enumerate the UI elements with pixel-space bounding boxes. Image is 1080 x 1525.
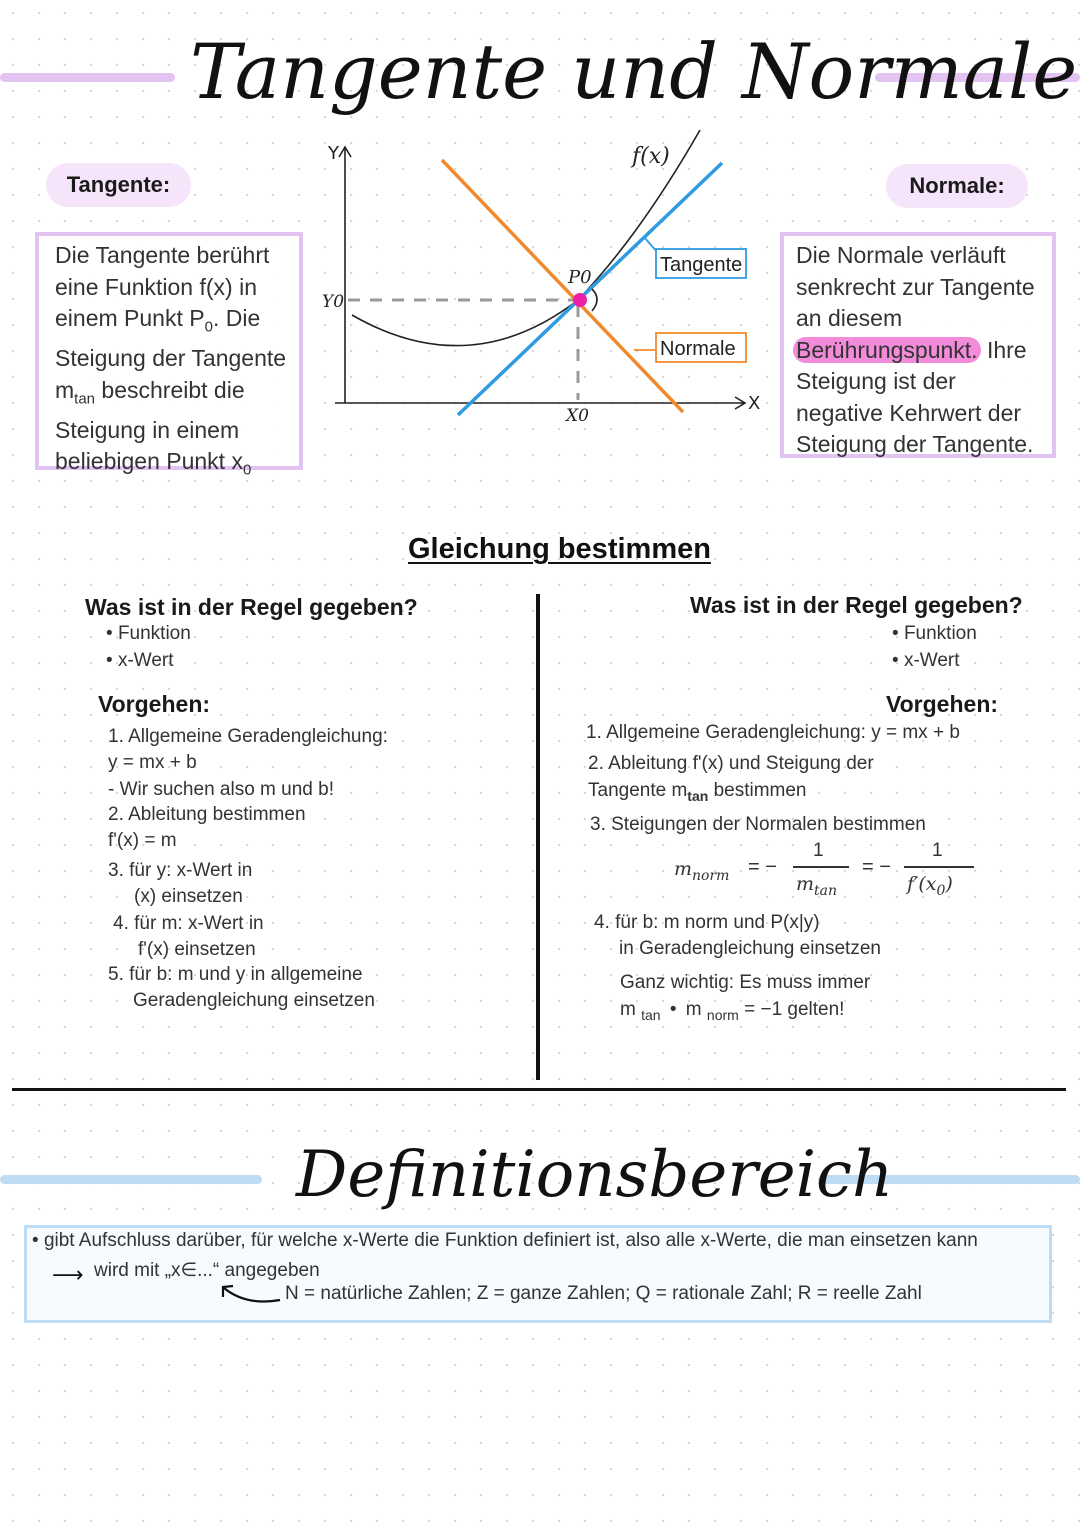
right-question: Was ist in der Regel gegeben? bbox=[690, 592, 1023, 618]
tangente-tag: Tangente bbox=[660, 254, 743, 276]
tangente-line-5b: beschreibt die bbox=[95, 376, 245, 403]
left-question: Was ist in der Regel gegeben? bbox=[85, 594, 418, 620]
y0-label: Y0 bbox=[322, 292, 345, 312]
right-step-3: 3. Steigungen der Normalen bestimmen bbox=[590, 814, 926, 835]
title-bar-left bbox=[0, 73, 175, 82]
formula-eq1: = − bbox=[748, 856, 777, 878]
formula-num2: 1 bbox=[932, 840, 943, 861]
page-title: Tangente und Normale bbox=[190, 27, 1078, 116]
x-axis-label: X bbox=[748, 393, 761, 414]
formula-den1-tan: tan bbox=[814, 882, 838, 899]
tangente-line-4: Steigung der Tangente bbox=[55, 345, 287, 372]
curved-arrow-icon bbox=[216, 1280, 282, 1306]
formula-den2-close: ) bbox=[945, 873, 953, 895]
note-m2: m bbox=[685, 999, 702, 1020]
left-step-3: 3. für y: x-Wert in bbox=[108, 860, 253, 881]
def-sets-line: N = natürliche Zahlen; Z = ganze Zahlen; Q = rationale Zahl; R = reelle Zahl bbox=[285, 1283, 922, 1304]
formula-bar1 bbox=[793, 866, 849, 868]
normal-line bbox=[442, 160, 683, 412]
formula-bar2 bbox=[904, 866, 974, 868]
formula-den1 bbox=[796, 873, 837, 899]
tangente-x0-sub: 0 bbox=[242, 461, 252, 479]
def-bar-left bbox=[0, 1175, 262, 1184]
def-bullet-text: gibt Aufschluss darüber, für welche x-Werte die Funktion definiert ist, also alle x-Werte, die man einsetzen kann bbox=[43, 1230, 978, 1251]
normale-tag: Normale bbox=[660, 338, 736, 360]
tangente-mtan-sub: tan bbox=[74, 390, 96, 408]
tangente-p0-sub: 0 bbox=[204, 318, 213, 336]
left-step-1b: y = mx + b bbox=[108, 752, 197, 773]
right-given-1-text: Funktion bbox=[903, 623, 977, 644]
right-step-2b-post: bestimmen bbox=[708, 780, 807, 801]
formula-den2-f: f′(x bbox=[907, 873, 937, 895]
tangente-line-7: beliebigen Punkt x bbox=[55, 448, 243, 475]
left-step-3b: (x) einsetzen bbox=[134, 886, 243, 907]
def-arrow-line: wird mit „x∈...“ angegeben bbox=[94, 1260, 320, 1281]
right-note-1: Ganz wichtig: Es muss immer bbox=[620, 972, 871, 993]
right-note-2 bbox=[620, 999, 844, 1023]
y-axis-label: Y bbox=[328, 143, 339, 164]
note-m1: m bbox=[620, 999, 636, 1020]
normale-line-5: Steigung ist der bbox=[796, 368, 956, 394]
p0-label: P0 bbox=[568, 267, 592, 288]
formula-eq2: = − bbox=[862, 856, 891, 878]
left-step-1: 1. Allgemeine Geradengleichung: bbox=[108, 726, 388, 747]
left-given-2: • x-Wert bbox=[106, 650, 174, 671]
left-step-5b: Geradengleichung einsetzen bbox=[133, 990, 375, 1011]
formula-norm: norm bbox=[692, 867, 730, 884]
tangent-normal-graph bbox=[310, 125, 780, 425]
right-step-2b-pre: Tangente m bbox=[588, 780, 688, 801]
note-norm: norm bbox=[706, 1006, 739, 1023]
normale-line-1: Die Normale verläuft bbox=[796, 242, 1006, 268]
normale-line-2: senkrecht zur Tangente bbox=[796, 273, 1035, 300]
beruehrungspunkt-highlight: Berührungspunkt. bbox=[793, 337, 981, 363]
left-proc-title: Vorgehen: bbox=[98, 691, 211, 717]
section-title: Gleichung bestimmen bbox=[408, 533, 711, 565]
left-step-1c: - Wir suchen also m und b! bbox=[108, 779, 334, 800]
tangente-line-2: eine Funktion f(x) in bbox=[55, 273, 257, 300]
function-label: f(x) bbox=[632, 144, 670, 169]
tangente-line-1: Die Tangente berührt bbox=[55, 242, 270, 268]
right-step-2b-sub: tan bbox=[687, 787, 709, 804]
right-step-1: 1. Allgemeine Geradengleichung: y = mx + b bbox=[586, 722, 960, 743]
right-step-4: 4. für b: m norm und P(x|y) bbox=[594, 912, 820, 933]
normale-line-3: an diesem bbox=[796, 305, 903, 331]
tangente-line-6: Steigung in einem bbox=[55, 416, 240, 443]
tangente-box bbox=[35, 232, 303, 479]
normale-line-4-rest: Ihre bbox=[980, 336, 1027, 363]
right-proc-title: Vorgehen: bbox=[886, 691, 999, 717]
normale-label: Normale: bbox=[886, 164, 1028, 208]
left-given-1-text: Funktion bbox=[117, 623, 191, 644]
right-step-2: 2. Ableitung f'(x) und Steigung der bbox=[588, 753, 874, 774]
formula-num1: 1 bbox=[813, 840, 824, 861]
right-angle-arc bbox=[592, 289, 597, 311]
left-step-2b: f'(x) = m bbox=[108, 830, 177, 851]
left-step-4: 4. für m: x-Wert in bbox=[113, 913, 264, 934]
normale-line-6: negative Kehrwert der bbox=[796, 399, 1022, 426]
tangente-line-3: einem Punkt P bbox=[55, 305, 205, 331]
right-given-2-text: x-Wert bbox=[903, 650, 960, 671]
tangent-line bbox=[458, 163, 722, 415]
formula-m: m bbox=[674, 858, 693, 880]
right-given-1: • Funktion bbox=[892, 623, 977, 644]
formula-den1-m: m bbox=[796, 873, 815, 895]
right-arrow-icon: ⟶ bbox=[52, 1262, 84, 1287]
def-title: Definitionsbereich bbox=[296, 1138, 894, 1212]
normale-line-7: Steigung der Tangente. bbox=[796, 431, 1034, 457]
right-given-2: • x-Wert bbox=[892, 650, 960, 671]
tangente-mtan: m bbox=[55, 376, 75, 403]
x0-label: X0 bbox=[566, 406, 589, 425]
left-given-1: • Funktion bbox=[106, 623, 191, 644]
note-dot: • bbox=[669, 999, 677, 1020]
column-divider bbox=[536, 594, 540, 1080]
right-step-2b bbox=[588, 780, 807, 804]
def-bullet: • gibt Aufschluss darüber, für welche x-Werte die Funktion definiert ist, also alle x-Werte, die man einsetzen kann bbox=[32, 1230, 978, 1251]
tangente-line-3b: . Die bbox=[212, 305, 261, 331]
p0-point bbox=[573, 293, 587, 307]
note-tan: tan bbox=[641, 1006, 661, 1023]
normale-box bbox=[780, 232, 1056, 458]
left-step-5: 5. für b: m und y in allgemeine bbox=[108, 964, 363, 985]
left-step-2: 2. Ableitung bestimmen bbox=[108, 804, 306, 825]
right-step-4b: in Geradengleichung einsetzen bbox=[619, 938, 881, 959]
formula-den2-sub: 0 bbox=[936, 882, 946, 899]
left-step-4b: f'(x) einsetzen bbox=[138, 939, 256, 960]
left-given-2-text: x-Wert bbox=[117, 650, 174, 671]
formula-lhs bbox=[674, 858, 729, 884]
section-divider bbox=[12, 1088, 1066, 1091]
note-rest: = −1 gelten! bbox=[744, 999, 845, 1020]
formula-den2 bbox=[907, 873, 953, 899]
tangente-label: Tangente: bbox=[46, 163, 191, 207]
